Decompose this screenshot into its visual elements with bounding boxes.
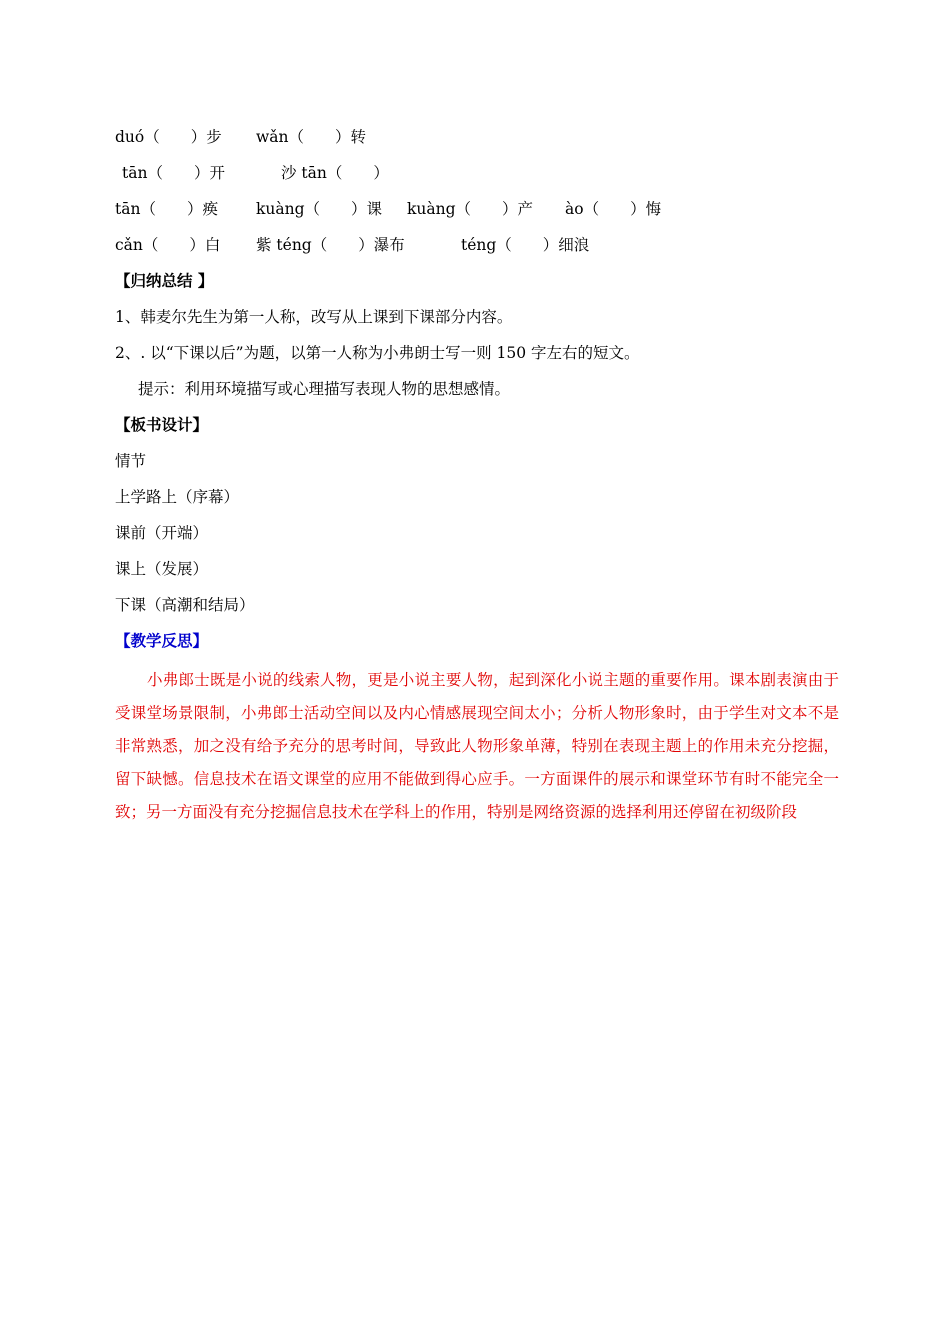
board-heading: 【板书设计】 (115, 415, 209, 434)
pinyin-item: 沙 tān（ ） (281, 164, 389, 182)
board-line: 课前（开端） (115, 524, 209, 542)
reflection-paragraph: 小弗郎士既是小说的线索人物，更是小说主要人物，起到深化小说主题的重要作用。课本剧表演由于受课堂场景限制，小弗郎士活动空间以及内心情感展现空间太小；分析人物形象时，由于学生对文本不是非常熟悉，加之没有给予充分的思考时间，导致此人物形象单薄，特别在表现主题上的作用未充分挖掘，留下缺憾。信息技术在语文课堂的应用不能做到得心应手。一方面课件的展示和课堂环节有时不能完全一致；另一方面没有充分挖掘信息技术在学科上的作用，特别是网络资源的选择利用还停留在初级阶段 (115, 671, 839, 821)
summary-item-1: 1、韩麦尔先生为第一人称，改写从上课到下课部分内容。 (115, 308, 513, 326)
pinyin-row (122, 163, 522, 183)
pinyin-row (115, 127, 515, 147)
pinyin-row (115, 235, 715, 255)
board-line: 情节 (115, 452, 147, 470)
pinyin-item: tān（ ）开 (122, 164, 225, 182)
board-line: 下课（高潮和结局） (115, 596, 255, 614)
pinyin-item: duó（ ）步 (115, 128, 222, 146)
pinyin-item: wǎn（ ）转 (256, 128, 366, 146)
pinyin-item: tān（ ）痪 (115, 200, 218, 218)
pinyin-row (115, 199, 715, 219)
pinyin-item: kuàng（ ）产 (407, 200, 534, 218)
pinyin-item: téng（ ）细浪 (461, 236, 590, 254)
pinyin-item: ào（ ）悔 (565, 200, 662, 218)
pinyin-item: cǎn（ ）白 (115, 236, 221, 254)
pinyin-item: kuàng（ ）课 (256, 200, 383, 218)
board-line: 上学路上（序幕） (115, 488, 240, 506)
reflection-heading: 【教学反思】 (115, 631, 209, 650)
board-line: 课上（发展） (115, 560, 209, 578)
summary-heading: 【归纳总结 】 (115, 271, 214, 290)
summary-item-2: 2、. 以“下课以后”为题，以第一人称为小弗朗士写一则 150 字左右的短文。 (115, 344, 640, 362)
summary-hint: 提示：利用环境描写或心理描写表现人物的思想感情。 (138, 380, 511, 398)
pinyin-item: 紫 téng（ ）瀑布 (256, 236, 405, 254)
